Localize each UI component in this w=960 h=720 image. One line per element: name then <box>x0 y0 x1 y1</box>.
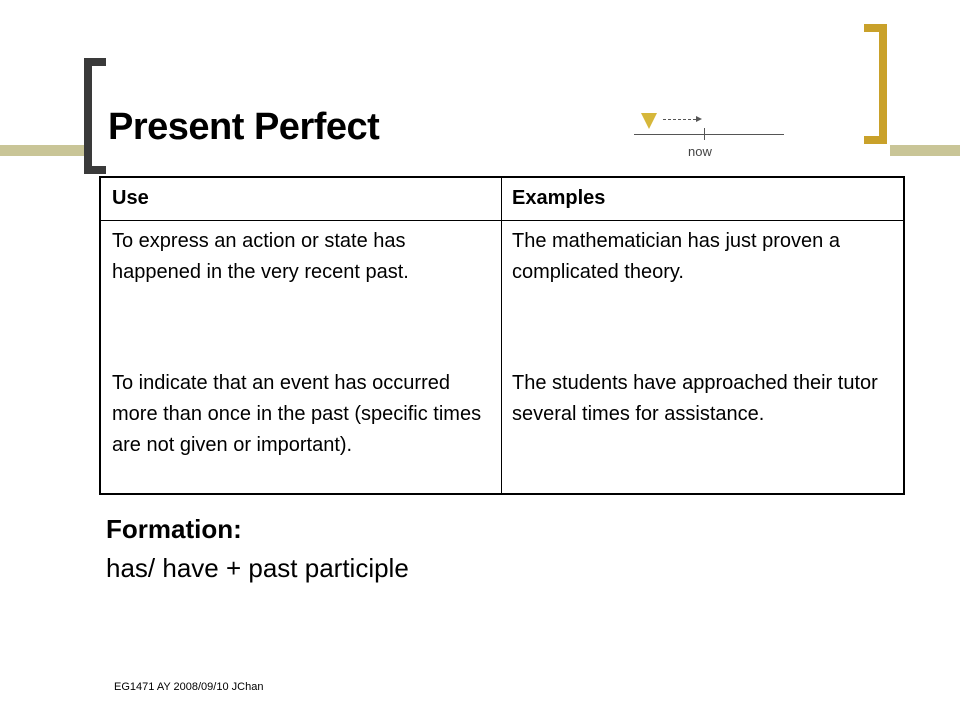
arrow-head-icon <box>696 116 702 122</box>
header-use: Use <box>112 187 149 209</box>
example-cell-1: The mathematician has just proven a complicated theory. <box>512 230 840 283</box>
table-header-row <box>101 178 903 221</box>
header-examples: Examples <box>512 187 606 209</box>
decorative-bar-left <box>0 145 88 156</box>
decorative-bar-right <box>890 145 960 156</box>
use-cell-2: To indicate that an event has occurred more than once in the past (specific times are not given or important). <box>112 372 482 456</box>
usage-table <box>99 176 905 495</box>
column-divider <box>501 178 502 493</box>
dashed-arrow-line <box>663 119 696 120</box>
timeline-diagram <box>630 108 790 160</box>
triangle-marker-icon <box>641 113 657 129</box>
formation-heading: Formation: <box>106 514 242 544</box>
example-cell-2: The students have approached their tutor several times for assistance. <box>512 372 878 425</box>
left-bracket-decoration <box>84 58 106 174</box>
slide-title: Present Perfect <box>108 106 380 148</box>
right-bracket-decoration <box>864 24 887 144</box>
slide-footer: EG1471 AY 2008/09/10 JChan <box>114 681 264 693</box>
timeline-axis <box>634 134 784 135</box>
timeline-now-tick <box>704 128 705 140</box>
timeline-now-label: now <box>688 144 712 159</box>
formation-rule: has/ have + past participle <box>106 553 409 583</box>
use-cell-1: To express an action or state has happened in the very recent past. <box>112 230 409 283</box>
